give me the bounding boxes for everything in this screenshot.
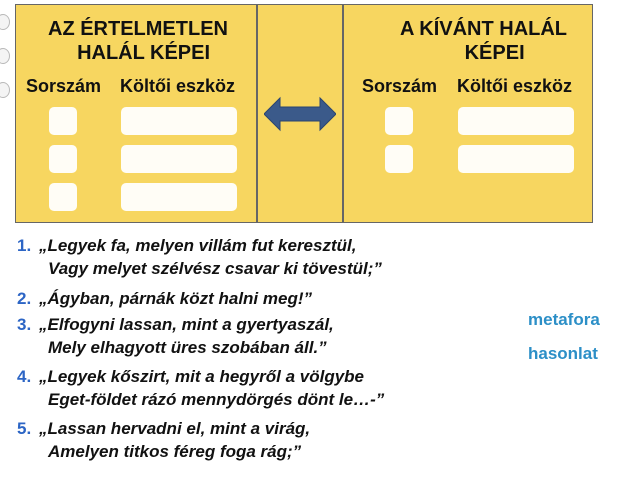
column-header-number: Sorszám xyxy=(26,76,102,96)
quote-line: „Legyek fa, melyen villám fut keresztül, xyxy=(39,236,357,255)
quote-line: Eget-földet rázó mennydörgés dönt le…-” xyxy=(48,390,385,409)
double-arrow-icon xyxy=(264,96,336,132)
device-input-cell[interactable] xyxy=(121,145,237,173)
number-input-cell[interactable] xyxy=(385,107,413,135)
quote-line: Amelyen titkos féreg foga rág;” xyxy=(48,442,302,461)
quote-number: 1. xyxy=(17,236,32,255)
number-input-cell[interactable] xyxy=(49,107,77,135)
quote-number: 3. xyxy=(17,315,32,334)
panel-title: AZ ÉRTELMETLEN HALÁL KÉPEI xyxy=(48,18,228,64)
binder-ring-icon xyxy=(0,14,10,30)
quote-number: 4. xyxy=(17,367,32,386)
number-input-cell[interactable] xyxy=(385,145,413,173)
quote-line: „Legyek kőszirt, mit a hegyről a völgybe xyxy=(39,367,364,386)
quote-line: „Ágyban, párnák közt halni meg!” xyxy=(39,289,312,308)
device-input-cell[interactable] xyxy=(121,107,237,135)
quote-line: Mely elhagyott üres szobában áll.” xyxy=(48,338,327,357)
quote-line: „Lassan hervadni el, mint a virág, xyxy=(39,419,311,438)
number-input-cell[interactable] xyxy=(49,183,77,211)
binder-ring-icon xyxy=(0,48,10,64)
desired-death-panel xyxy=(343,4,593,223)
quote-number: 5. xyxy=(17,419,32,438)
device-input-cell[interactable] xyxy=(458,145,574,173)
device-input-cell[interactable] xyxy=(458,107,574,135)
quote-number: 2. xyxy=(17,289,32,308)
number-input-cell[interactable] xyxy=(49,145,77,173)
senseless-death-panel xyxy=(15,4,257,223)
binder-ring-icon xyxy=(0,82,10,98)
quote-line: Vagy melyet szélvész csavar ki tövestül;” xyxy=(48,259,382,278)
quote-line: „Elfogyni lassan, mint a gyertyaszál, xyxy=(39,315,334,334)
device-input-cell[interactable] xyxy=(121,183,237,211)
panel-title: A KÍVÁNT HALÁL KÉPEI xyxy=(400,18,568,64)
column-header-device: Költői eszköz xyxy=(457,76,573,96)
binder-rings xyxy=(0,0,10,110)
answer-tag-hasonlat[interactable]: hasonlat xyxy=(528,344,598,363)
column-header-device: Költői eszköz xyxy=(120,76,236,96)
answer-tag-metafora[interactable]: metafora xyxy=(528,310,600,329)
column-header-number: Sorszám xyxy=(362,76,438,96)
